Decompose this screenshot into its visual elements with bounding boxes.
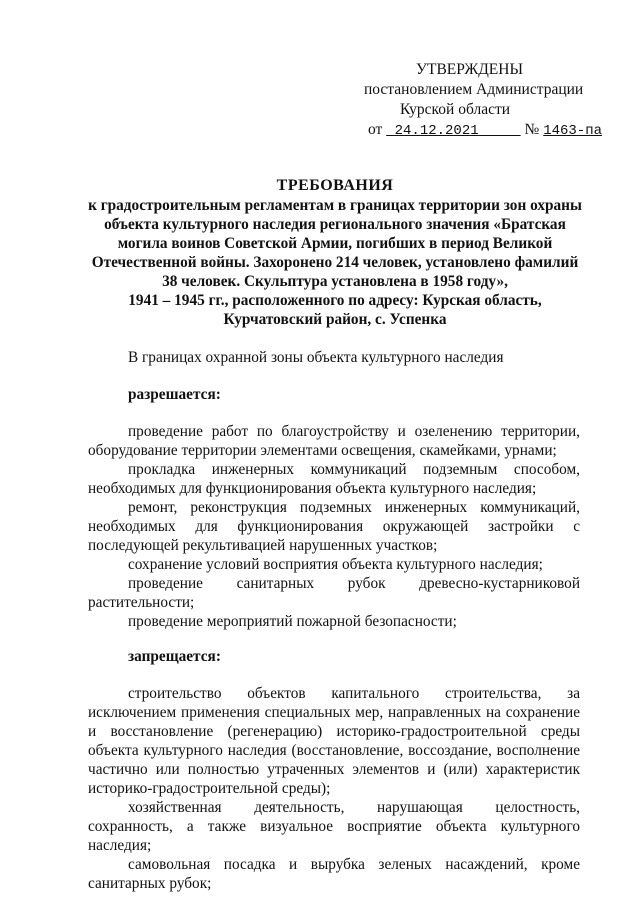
title-line: Отечественной войны. Захоронено 214 человек, установлено фамилий bbox=[91, 254, 579, 271]
approval-block bbox=[360, 60, 600, 141]
forbidden-heading: запрещается: bbox=[128, 648, 221, 665]
document-body bbox=[88, 348, 580, 893]
document-title bbox=[80, 176, 590, 329]
allowed-heading: разрешается: bbox=[128, 386, 221, 403]
number-prefix: № bbox=[524, 121, 540, 138]
title-heading: ТРЕБОВАНИЯ bbox=[276, 177, 394, 194]
title-line: 1941 – 1945 гг., расположенного по адресу: Курская область, bbox=[128, 292, 542, 309]
title-line: объекта культурного наследия регионального значения «Братская bbox=[104, 216, 566, 233]
allowed-item: сохранение условий восприятия объекта культурного наследия; bbox=[128, 556, 543, 573]
forbidden-item: хозяйственная деятельность, нарушающая целостность, сохранность, а также визуальное восприятие объекта культурного наследия; bbox=[88, 799, 580, 854]
forbidden-item: строительство объектов капитального строительства, за исключением применения специальных мер, направленных на сохранение и восстановление (регенерацию) историко-градостроительной среды объекта культурного наследия (восстановление, воссоздание, восполнение частично или полностью утраченных элементов и (или) характеристик историко-градостроительной среды); bbox=[88, 685, 580, 797]
allowed-item: проведение мероприятий пожарной безопасности; bbox=[128, 613, 457, 630]
title-line: к градостроительным регламентам в границах территории зон охраны bbox=[88, 197, 582, 214]
forbidden-item: самовольная посадка и вырубка зеленых насаждений, кроме санитарных рубок; bbox=[88, 856, 580, 892]
zone-intro: В границах охранной зоны объекта культурного наследия bbox=[128, 349, 504, 366]
approval-number: 1463-па bbox=[543, 123, 602, 139]
date-prefix: от bbox=[368, 121, 383, 138]
title-line: 38 человек. Скульптура установлена в 1958 году», bbox=[162, 273, 508, 290]
allowed-item: проведение санитарных рубок древесно-кустарниковой растительности; bbox=[88, 575, 580, 611]
approval-date: 24.12.2021 bbox=[394, 123, 479, 139]
allowed-item: прокладка инженерных коммуникаций подземным способом, необходимых для функционирования объекта культурного наследия; bbox=[88, 461, 580, 497]
allowed-item: проведение работ по благоустройству и озеленению территории, оборудование территории элементами освещения, скамейками, урнами; bbox=[88, 423, 580, 459]
title-line: могила воинов Советской Армии, погибших в период Великой bbox=[117, 235, 553, 252]
allowed-item: ремонт, реконструкция подземных инженерных коммуникаций, необходимых для функционирования окружающей застройки с последующей рекультивацией нарушенных участков; bbox=[88, 499, 580, 554]
approval-region: Курской области bbox=[400, 101, 511, 118]
approval-heading: УТВЕРЖДЕНЫ bbox=[416, 61, 523, 78]
approval-issuer: постановлением Администрации bbox=[364, 81, 584, 98]
approval-date-line bbox=[368, 120, 600, 141]
title-line: Курчатовский район, с. Успенка bbox=[223, 311, 447, 328]
